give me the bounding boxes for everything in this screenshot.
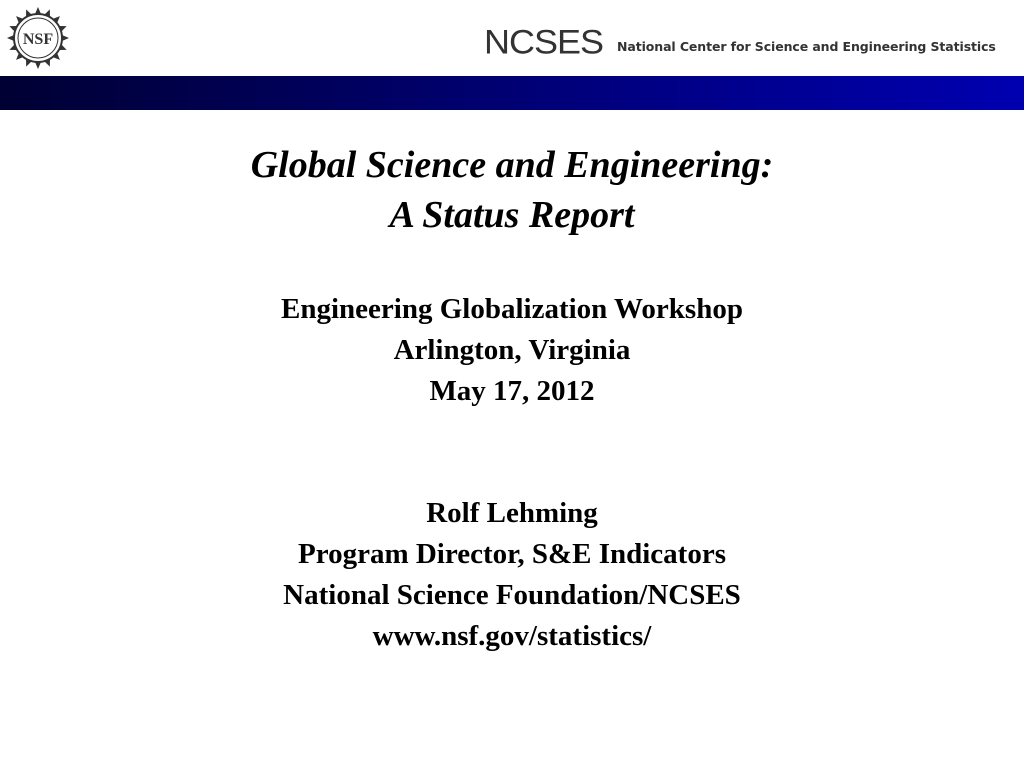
speaker-role: Program Director, S&E Indicators [298, 538, 726, 570]
title-line-1: Global Science and Engineering: [250, 144, 774, 186]
slide-title [0, 140, 1024, 240]
event-date: May 17, 2012 [429, 375, 595, 407]
event-details [0, 289, 1024, 412]
speaker-name: Rolf Lehming [426, 497, 598, 529]
event-name: Engineering Globalization Workshop [281, 293, 743, 325]
nsf-seal-icon [6, 6, 70, 70]
speaker-details [0, 493, 1024, 657]
nsf-logo [6, 6, 70, 70]
ncses-fullname: National Center for Science and Engineering Statistics [617, 38, 996, 54]
speaker-url-link[interactable]: www.nsf.gov/statistics/ [372, 620, 652, 652]
event-location: Arlington, Virginia [393, 334, 631, 366]
header-bar [0, 76, 1024, 110]
title-line-2: A Status Report [389, 194, 635, 236]
speaker-organization: National Science Foundation/NCSES [283, 579, 741, 611]
ncses-logo [484, 22, 996, 62]
nsf-logo-text: NSF [22, 31, 54, 48]
ncses-acronym: NCSES [484, 22, 604, 61]
